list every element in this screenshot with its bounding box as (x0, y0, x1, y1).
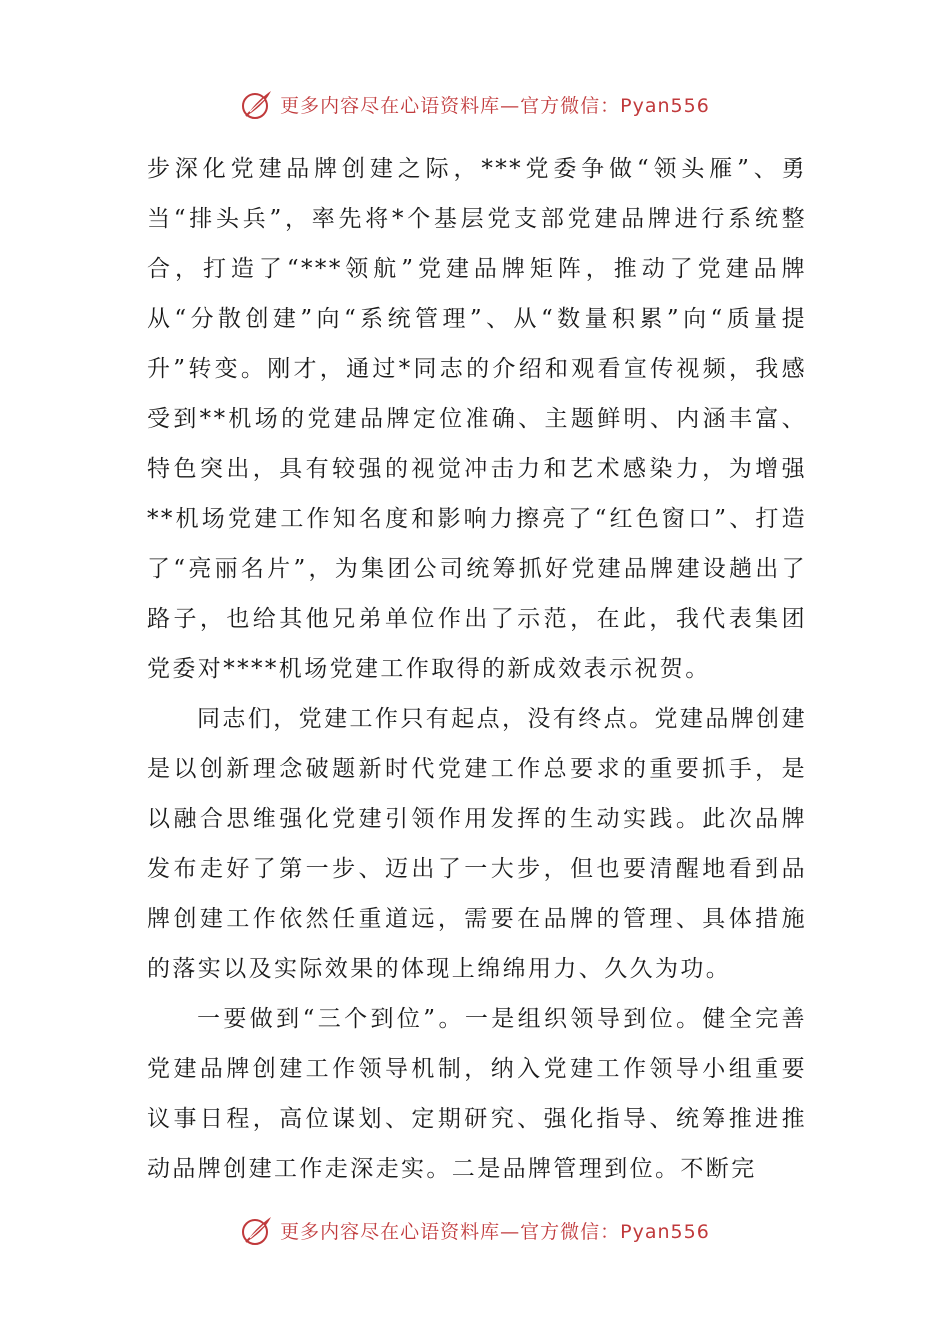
quill-pen-logo-icon (240, 1213, 274, 1247)
paragraph-1: 步深化党建品牌创建之际，***党委争做“领头雁”、勇当“排头兵”，率先将*个基层党支部党建品牌进行系统整合，打造了“***领航”党建品牌矩阵，推动了党建品牌从“分散创建”向“系统管理”、从“数量积累”向“质量提升”转变。刚才，通过*同志的介绍和观看宣传视频，我感受到**机场的党建品牌定位准确、主题鲜明、内涵丰富、特色突出，具有较强的视觉冲击力和艺术感染力，为增强**机场党建工作知名度和影响力擦亮了“红色窗口”、打造了“亮丽名片”，为集团公司统筹抓好党建品牌建设趟出了路子，也给其他兄弟单位作出了示范，在此，我代表集团党委对****机场党建工作取得的新成效表示祝贺。 (147, 156, 807, 682)
footer-watermark (0, 1210, 950, 1250)
quill-pen-logo-icon (240, 87, 274, 121)
paragraph-3: 一要做到“三个到位”。一是组织领导到位。健全完善党建品牌创建工作领导机制，纳入党建工作领导小组重要议事日程，高位谋划、定期研究、强化指导、统筹推进推动品牌创建工作走深走实。二是品牌管理到位。不断完 (147, 1006, 807, 1182)
paragraph-2: 同志们，党建工作只有起点，没有终点。党建品牌创建是以创新理念破题新时代党建工作总要求的重要抓手，是以融合思维强化党建引领作用发挥的生动实践。此次品牌发布走好了第一步、迈出了一大步，但也要清醒地看到品牌创建工作依然任重道远，需要在品牌的管理、具体措施的落实以及实际效果的体现上绵绵用力、久久为功。 (147, 706, 807, 982)
watermark-wechat-id: Pyan556 (620, 94, 710, 117)
watermark-text: 更多内容尽在心语资料库—官方微信：Pyan556 (280, 1220, 710, 1243)
document-body (147, 144, 807, 1194)
header-watermark (0, 84, 950, 124)
watermark-text: 更多内容尽在心语资料库—官方微信：Pyan556 (280, 94, 710, 117)
watermark-wechat-id: Pyan556 (620, 1220, 710, 1243)
